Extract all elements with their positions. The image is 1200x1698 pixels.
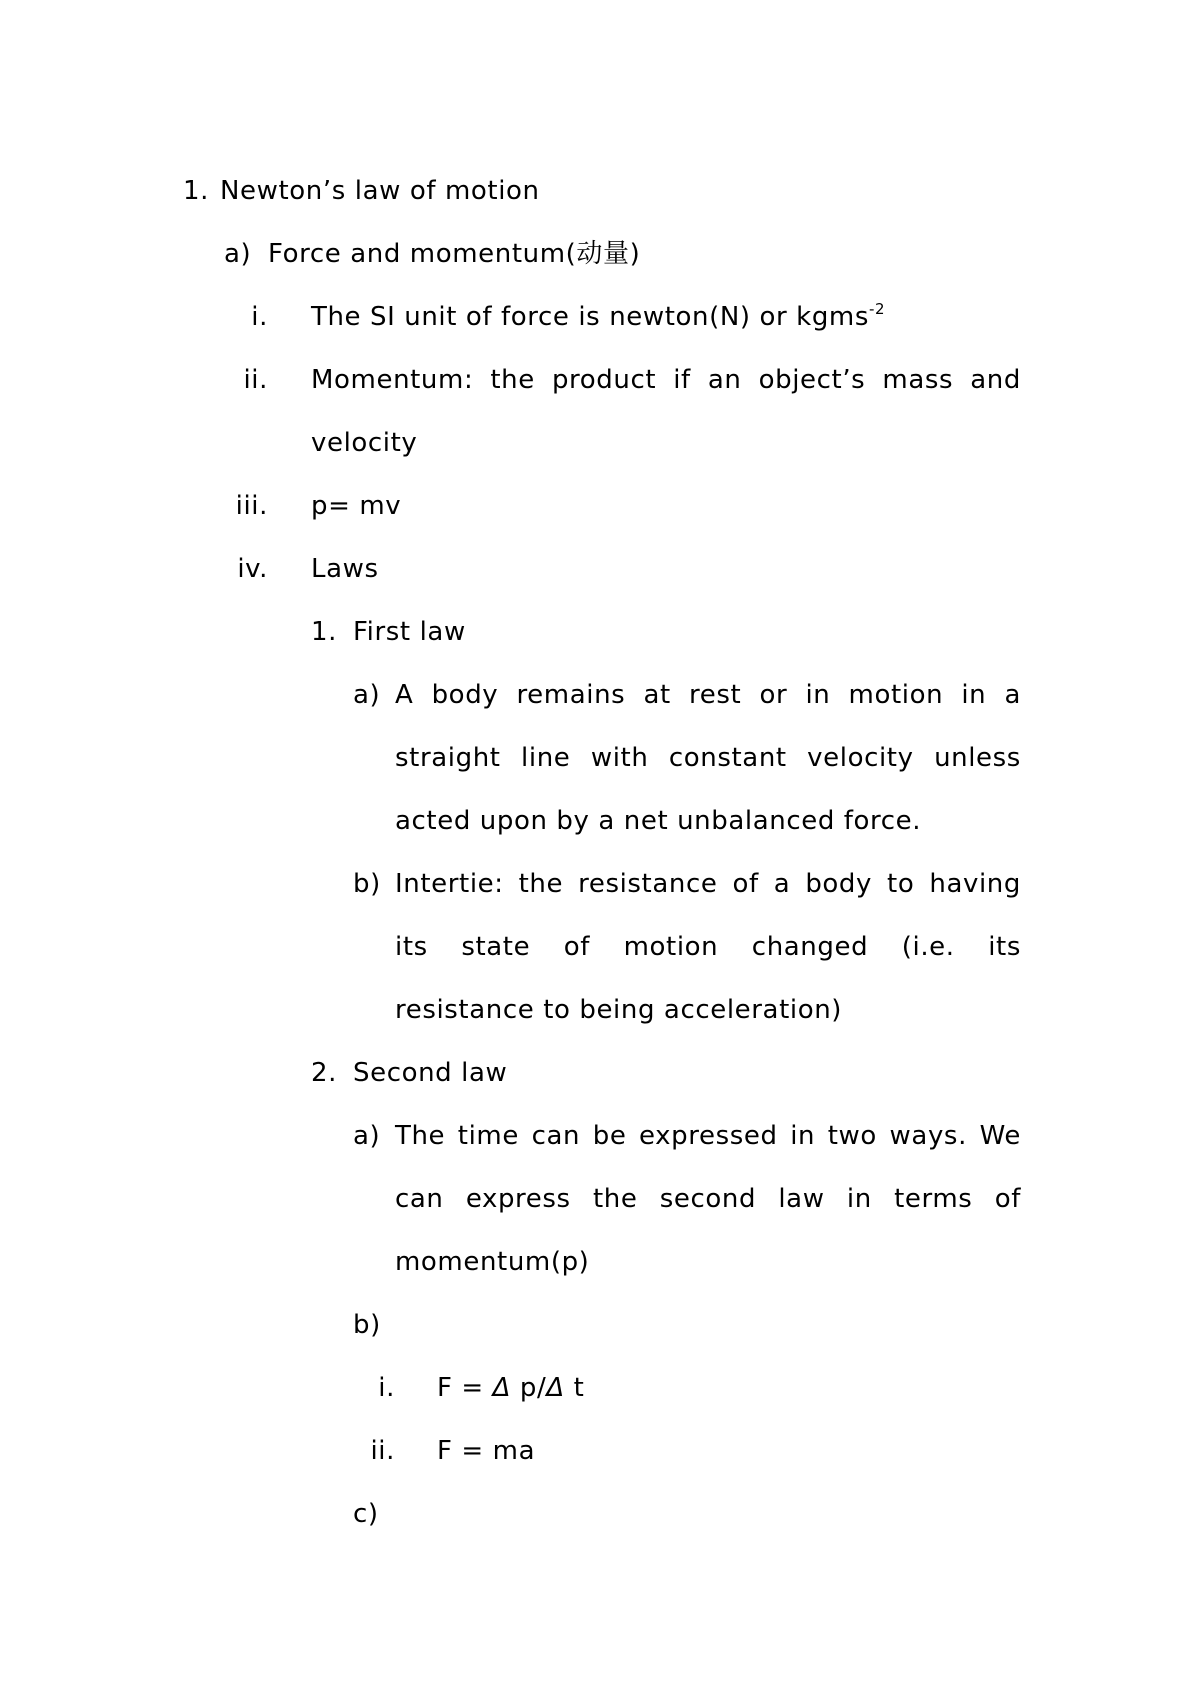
second-law-c-marker: c) <box>353 1499 379 1529</box>
word: the <box>592 1184 638 1214</box>
word: at <box>643 680 671 710</box>
word: be <box>592 1121 627 1151</box>
formula-f-equals-ma: F = ma <box>437 1436 536 1466</box>
word: a <box>773 869 791 899</box>
first-law-a-line-2 <box>395 743 1021 773</box>
first-law-a-marker: a) <box>353 680 381 710</box>
word: changed <box>751 932 869 962</box>
second-law-a-line-1 <box>395 1121 1021 1151</box>
second-law-title: Second law <box>353 1058 508 1088</box>
word: (i.e. <box>901 932 955 962</box>
delta-symbol: Δ <box>546 1373 565 1403</box>
word: the <box>490 365 535 395</box>
word: velocity <box>807 743 914 773</box>
second-law-a-line-3: momentum(p) <box>395 1247 590 1277</box>
word: and <box>970 365 1021 395</box>
word: constant <box>668 743 787 773</box>
si-unit-text <box>311 302 885 332</box>
word: A <box>395 680 414 710</box>
word: remains <box>516 680 626 710</box>
formula-force-momentum <box>437 1373 584 1403</box>
word: the <box>518 869 564 899</box>
word: straight <box>395 743 501 773</box>
roman-marker-ii: ii. <box>243 365 268 395</box>
word: line <box>521 743 571 773</box>
word: time <box>457 1121 519 1151</box>
word: ways. <box>889 1121 967 1151</box>
si-unit-exponent: -2 <box>869 300 886 318</box>
word: its <box>988 932 1021 962</box>
word: can <box>395 1184 444 1214</box>
first-law-b-marker: b) <box>353 869 381 899</box>
word: if <box>673 365 691 395</box>
word: a <box>1004 680 1021 710</box>
delta-symbol: Δ <box>492 1373 512 1403</box>
word: Momentum: <box>311 365 474 395</box>
first-law-a-line-3: acted upon by a net unbalanced force. <box>395 806 922 836</box>
first-law-title: First law <box>353 617 466 647</box>
word: The <box>395 1121 446 1151</box>
heading-text: Newton’s law of motion <box>220 176 540 206</box>
first-law-number: 1. <box>311 617 338 647</box>
momentum-formula: p= mv <box>311 491 402 521</box>
first-law-b-line-2 <box>395 932 1021 962</box>
word: having <box>929 869 1021 899</box>
second-law-a-marker: a) <box>353 1121 381 1151</box>
word: to <box>887 869 915 899</box>
word: of <box>563 932 591 962</box>
word: in <box>846 1184 872 1214</box>
word: We <box>979 1121 1021 1151</box>
first-law-b-line-3: resistance to being acceleration) <box>395 995 843 1025</box>
word: Intertie: <box>395 869 504 899</box>
laws-label: Laws <box>311 554 379 584</box>
word: in <box>961 680 987 710</box>
word: object’s <box>758 365 866 395</box>
formula-part: F = <box>437 1373 493 1403</box>
word: terms <box>894 1184 973 1214</box>
word: mass <box>882 365 954 395</box>
word: express <box>465 1184 571 1214</box>
word: an <box>707 365 742 395</box>
word: rest <box>689 680 742 710</box>
word: state <box>461 932 531 962</box>
roman-marker-i: i. <box>251 302 268 332</box>
si-unit-main: The SI unit of force is newton(N) or kgms <box>311 302 870 332</box>
section-a-text: Force and momentum(动量) <box>268 239 641 269</box>
word: body <box>431 680 499 710</box>
formula-marker-i: i. <box>378 1373 395 1403</box>
word: in <box>790 1121 816 1151</box>
word: law <box>778 1184 825 1214</box>
word: or <box>759 680 788 710</box>
word: motion <box>623 932 719 962</box>
heading-number: 1. <box>183 176 210 206</box>
word: its <box>395 932 428 962</box>
second-law-b-marker: b) <box>353 1310 381 1340</box>
momentum-line-2: velocity <box>311 428 418 458</box>
word: with <box>590 743 649 773</box>
first-law-a-line-1 <box>395 680 1021 710</box>
word: resistance <box>578 869 718 899</box>
word: body <box>805 869 873 899</box>
word: product <box>551 365 657 395</box>
formula-marker-ii: ii. <box>370 1436 395 1466</box>
word: can <box>531 1121 581 1151</box>
word: unless <box>934 743 1021 773</box>
word: expressed <box>639 1121 778 1151</box>
momentum-line-1 <box>311 365 1021 395</box>
word: of <box>994 1184 1021 1214</box>
formula-part: p/ <box>511 1373 547 1403</box>
second-law-number: 2. <box>311 1058 338 1088</box>
word: motion <box>848 680 944 710</box>
second-law-a-line-2 <box>395 1184 1021 1214</box>
word: second <box>659 1184 757 1214</box>
formula-part: t <box>564 1373 585 1403</box>
first-law-b-line-1 <box>395 869 1021 899</box>
word: two <box>827 1121 877 1151</box>
word: in <box>805 680 831 710</box>
section-a-marker: a) <box>224 239 252 269</box>
roman-marker-iii: iii. <box>235 491 268 521</box>
roman-marker-iv: iv. <box>237 554 268 584</box>
word: of <box>732 869 759 899</box>
